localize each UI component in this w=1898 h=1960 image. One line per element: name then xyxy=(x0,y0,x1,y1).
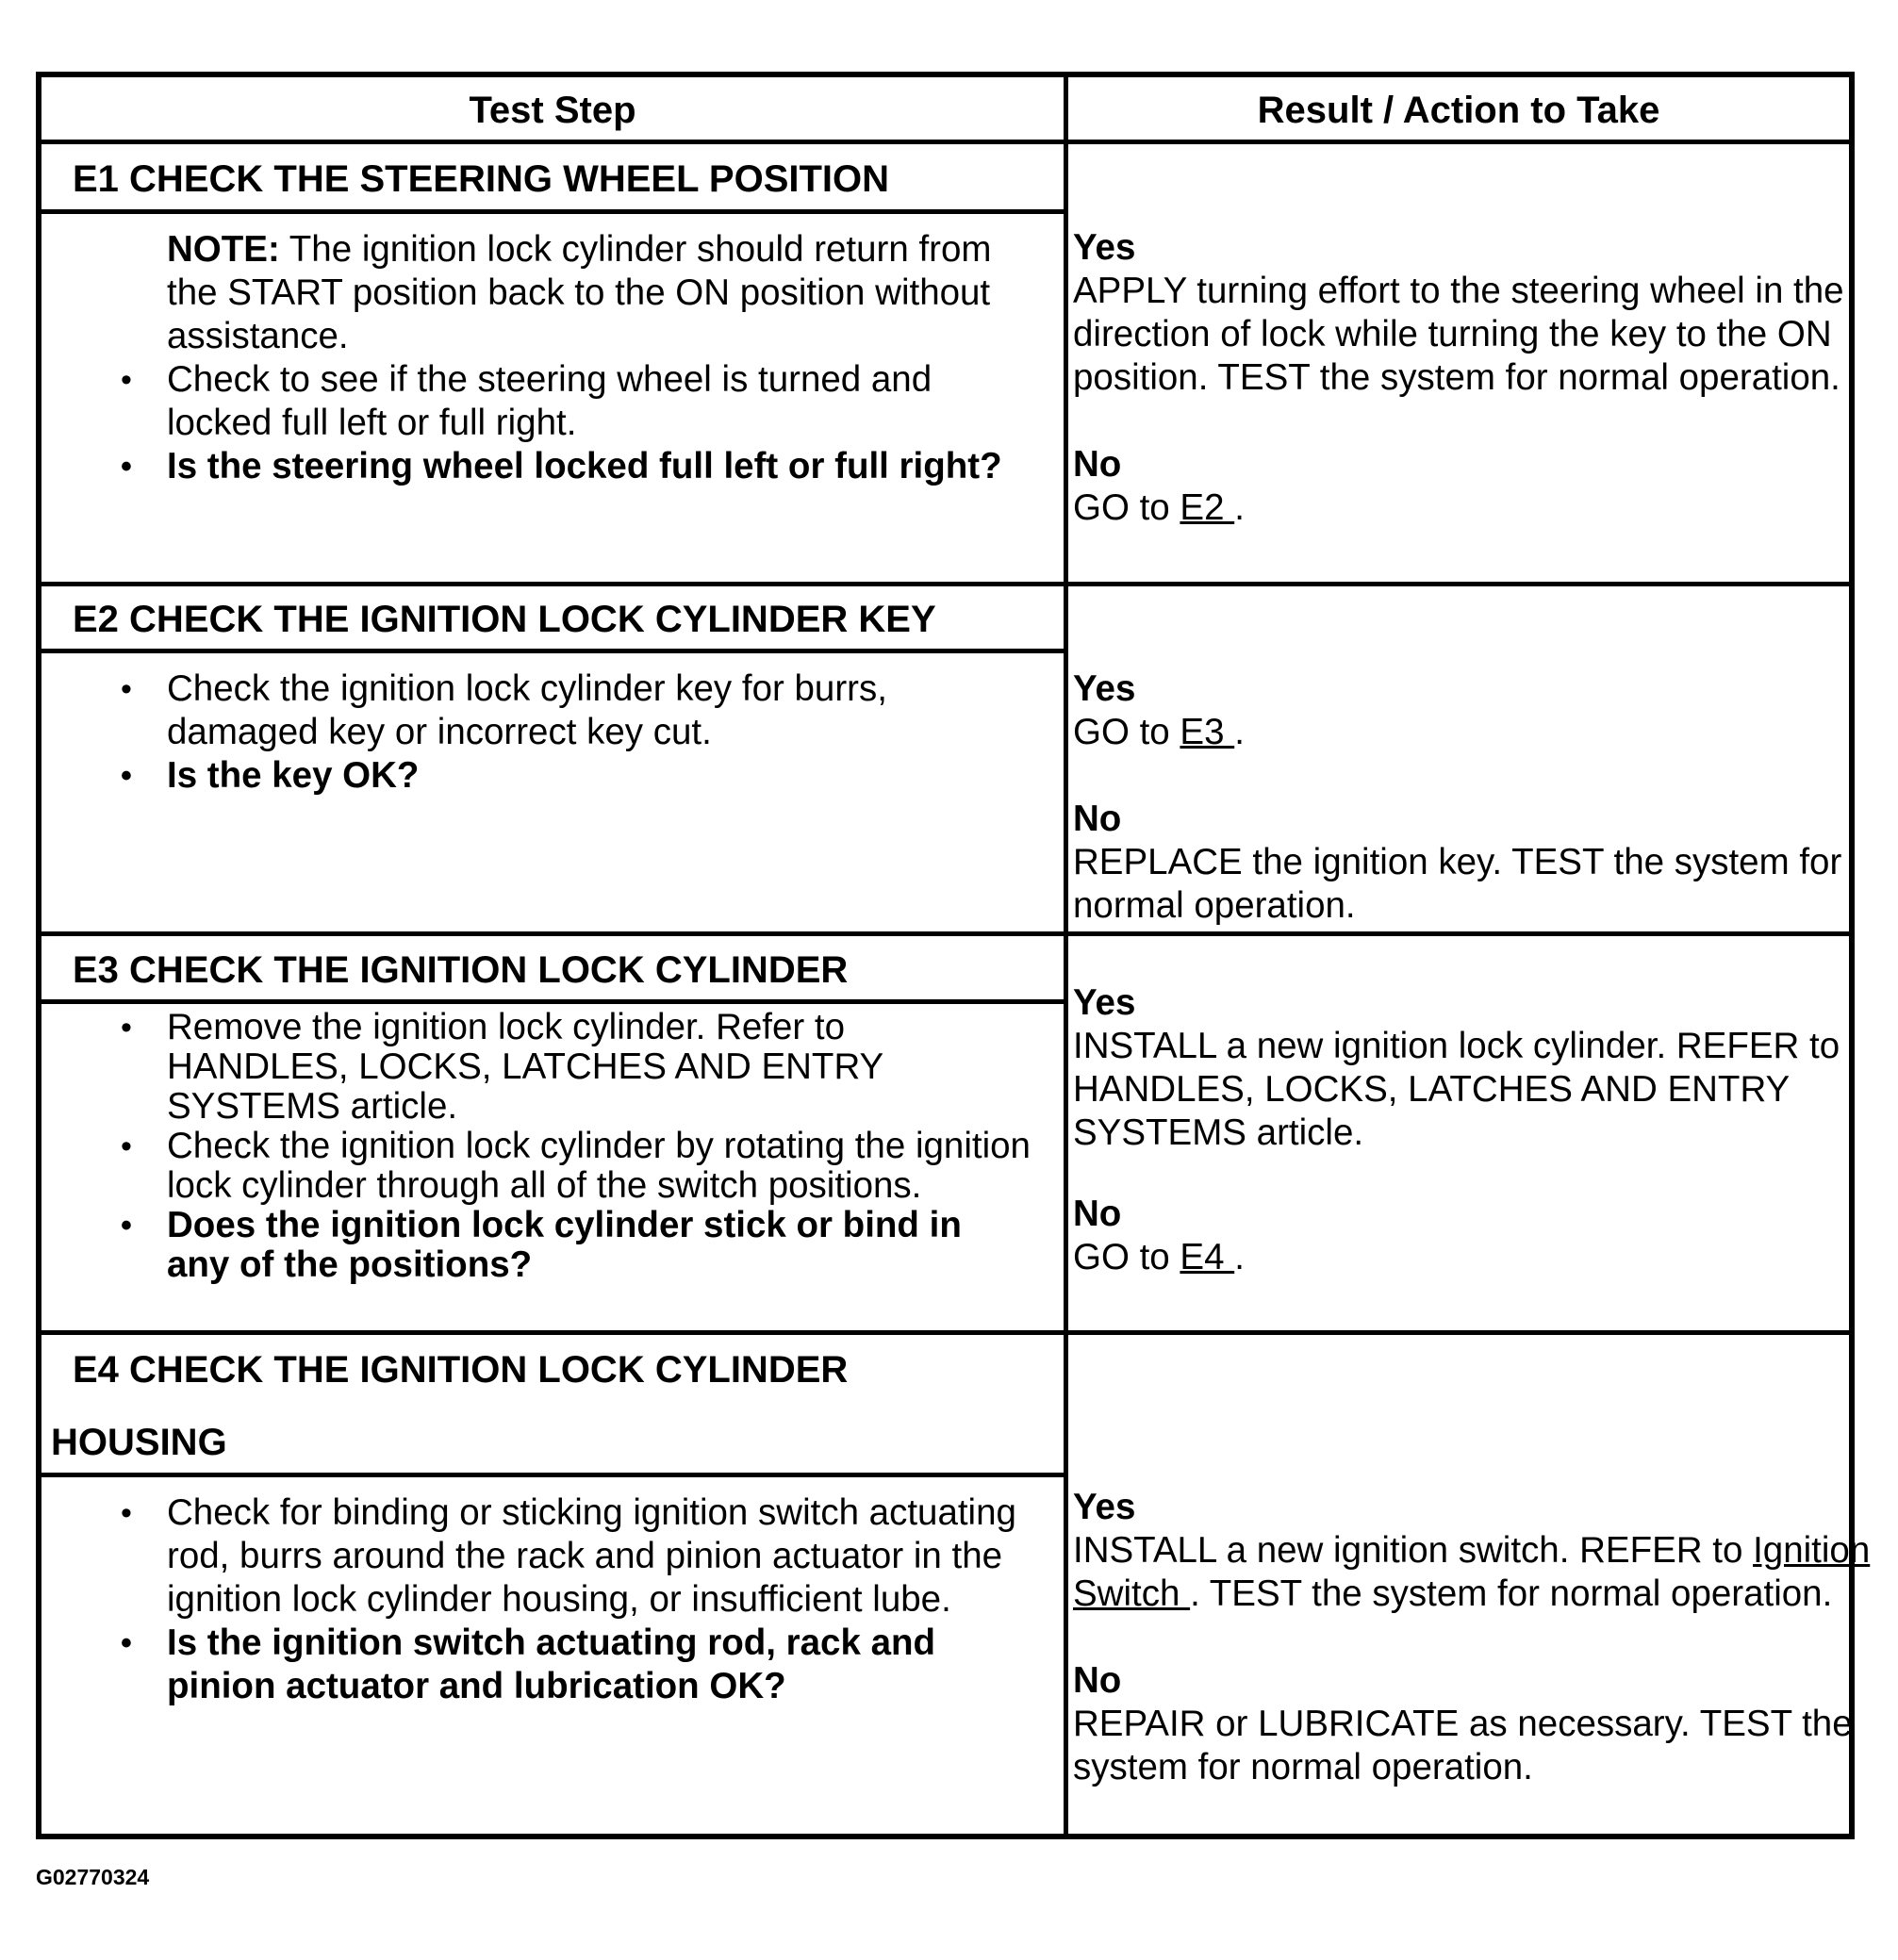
step-e2-title: E2 CHECK THE IGNITION LOCK CYLINDER KEY xyxy=(73,599,936,640)
step-e2-result xyxy=(1073,667,1884,928)
no-label: No xyxy=(1073,1660,1122,1701)
no-label: No xyxy=(1073,444,1122,485)
e1-title-divider xyxy=(41,209,1064,214)
step-e4-question: • Is the ignition switch actuating rod, rack and pinion actuator and lubrication OK? xyxy=(41,1622,1041,1708)
list-item: • Check for binding or sticking ignition switch actuating rod, burrs around the rack and pinion actuator in the ignition lock cylinder housing, or insufficient lube. xyxy=(41,1491,1041,1622)
figure-id: G02770324 xyxy=(36,1865,150,1889)
no-action: REPLACE the ignition key. TEST the system for normal operation. xyxy=(1073,842,1842,926)
step-e1-result xyxy=(1073,226,1884,530)
yes-action: APPLY turning effort to the steering wheel in the direction of lock while turning the key to the ON position. TEST the system for normal operation. xyxy=(1073,271,1844,398)
e2-title-divider xyxy=(41,649,1064,653)
e4-title-divider xyxy=(41,1473,1064,1477)
step-e2-question: • Is the key OK? xyxy=(41,754,1032,798)
no-action: REPAIR or LUBRICATE as necessary. TEST the system for normal operation. xyxy=(1073,1704,1853,1787)
link-ignition-switch[interactable]: Ignition Switch xyxy=(1073,1530,1871,1614)
yes-label: Yes xyxy=(1073,227,1136,268)
step-e2-body xyxy=(41,667,1032,798)
link-e3[interactable]: E3 xyxy=(1180,712,1235,752)
yes-label: Yes xyxy=(1073,668,1136,709)
link-e4[interactable]: E4 xyxy=(1180,1237,1235,1277)
list-item: • Check the ignition lock cylinder by rotating the ignition lock cylinder through all of the switch positions. xyxy=(41,1127,1032,1206)
yes-action: GO to E3 . xyxy=(1073,712,1245,752)
yes-action: INSTALL a new ignition lock cylinder. REFER to HANDLES, LOCKS, LATCHES AND ENTRY SYSTEMS article. xyxy=(1073,1026,1840,1153)
e3-title-divider xyxy=(41,999,1064,1004)
step-e1-body xyxy=(41,228,1032,488)
step-e4-title-line2: HOUSING xyxy=(51,1422,227,1463)
step-e3-title: E3 CHECK THE IGNITION LOCK CYLINDER xyxy=(73,949,849,991)
step-e1-note: NOTE: The ignition lock cylinder should return from the START position back to the ON position without assistance. xyxy=(167,229,992,356)
e3-row-divider xyxy=(41,1330,1849,1335)
header-test-step: Test Step xyxy=(469,89,636,131)
header-result: Result / Action to Take xyxy=(1257,89,1660,131)
step-e4-result xyxy=(1073,1486,1884,1789)
step-e1-question: • Is the steering wheel locked full left or full right? xyxy=(41,445,1032,488)
link-e2[interactable]: E2 xyxy=(1180,487,1235,528)
step-e1-title: E1 CHECK THE STEERING WHEEL POSITION xyxy=(73,158,890,200)
list-item: • Check the ignition lock cylinder key for burrs, damaged key or incorrect key cut. xyxy=(41,667,1032,754)
step-e3-result xyxy=(1073,981,1884,1279)
column-divider xyxy=(1064,77,1068,1834)
step-e4-body xyxy=(41,1491,1041,1708)
no-label: No xyxy=(1073,1194,1122,1234)
list-item: • Check to see if the steering wheel is turned and locked full left or full right. xyxy=(41,358,1032,445)
e2-row-divider xyxy=(41,931,1849,936)
step-e3-body xyxy=(41,1008,1032,1285)
yes-label: Yes xyxy=(1073,1487,1136,1527)
step-e3-question: • Does the ignition lock cylinder stick or bind in any of the positions? xyxy=(41,1206,1032,1285)
no-label: No xyxy=(1073,799,1122,839)
diagnostic-table xyxy=(36,72,1871,1839)
yes-label: Yes xyxy=(1073,982,1136,1023)
no-action: GO to E2 . xyxy=(1073,487,1245,528)
step-e4-title: E4 CHECK THE IGNITION LOCK CYLINDER xyxy=(73,1349,849,1391)
e1-row-divider xyxy=(41,582,1849,586)
no-action: GO to E4 . xyxy=(1073,1237,1245,1277)
yes-action: INSTALL a new ignition switch. REFER to Ignition Switch . TEST the system for normal operation. xyxy=(1073,1530,1871,1614)
list-item: • Remove the ignition lock cylinder. Refer to HANDLES, LOCKS, LATCHES AND ENTRY SYSTEMS article. xyxy=(41,1008,1032,1127)
